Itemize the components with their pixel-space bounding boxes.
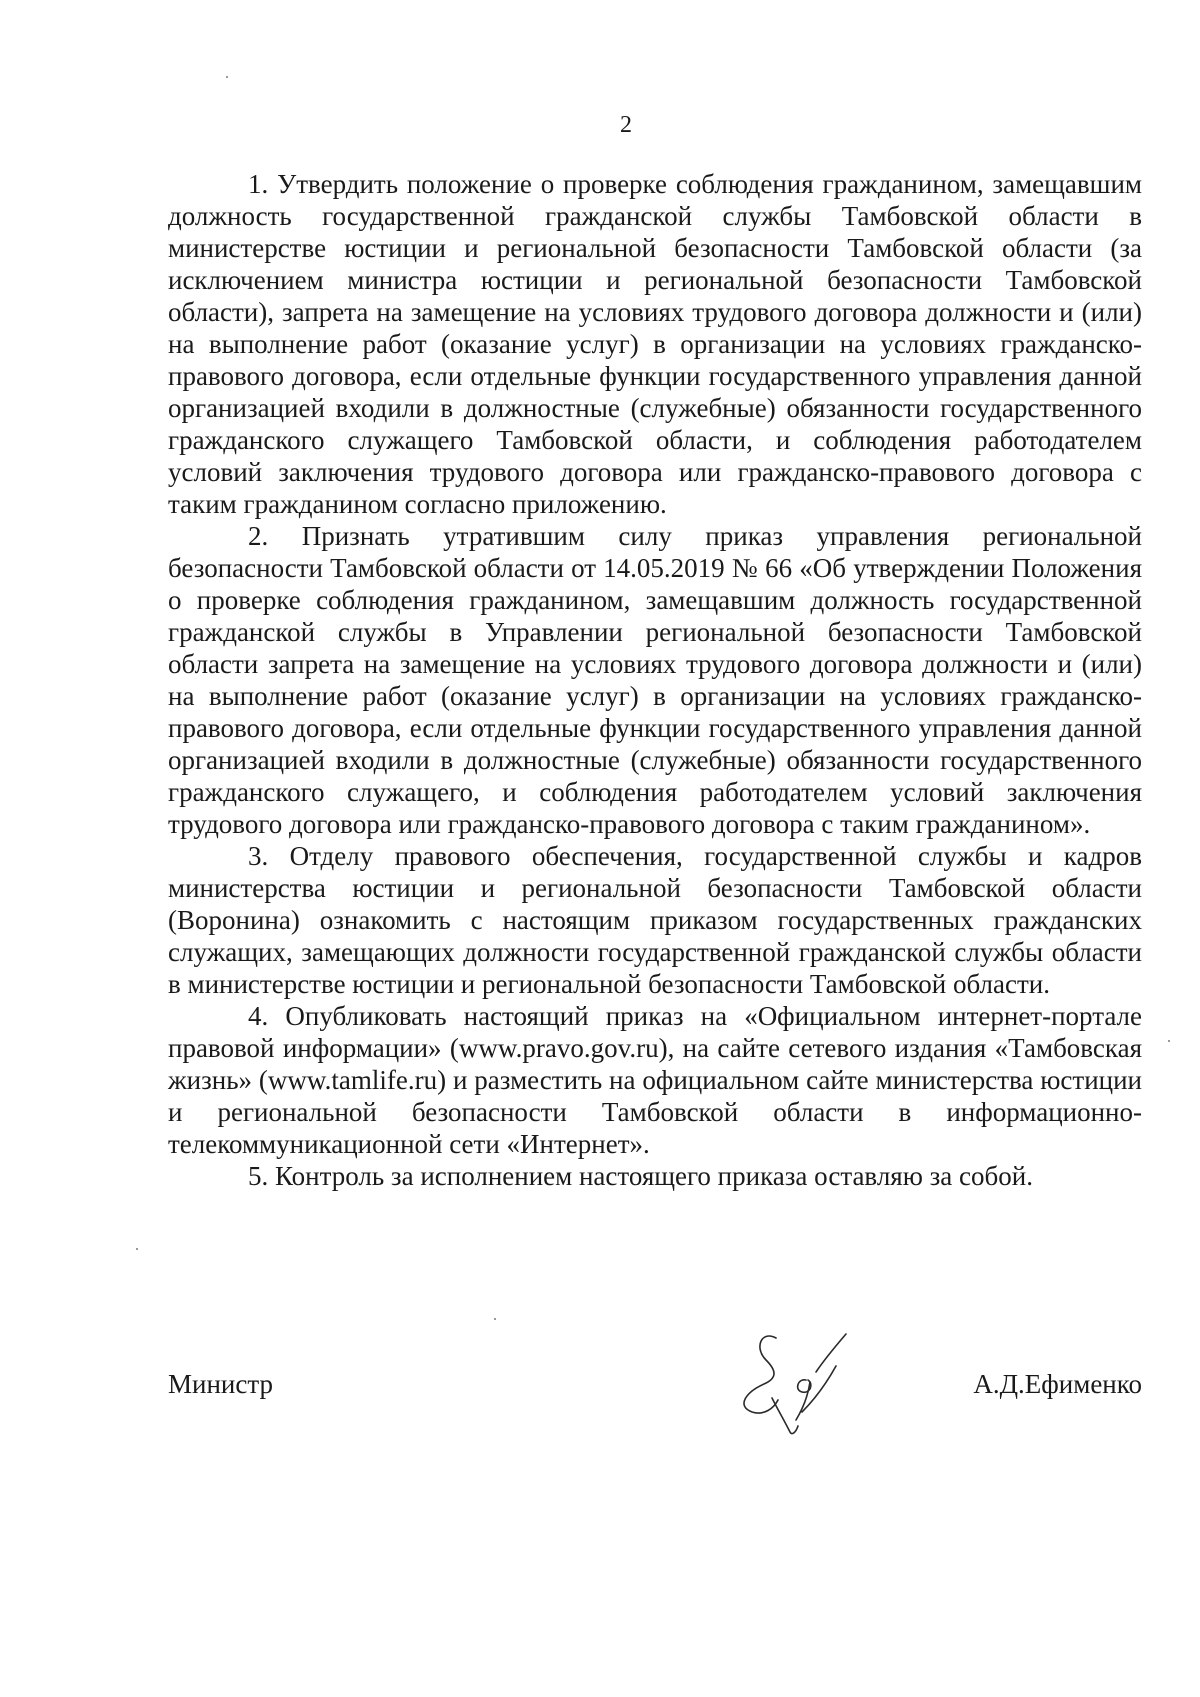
signature-block [168,1330,1142,1450]
paragraph-3: 3. Отделу правового обеспечения, государственной службы и кадров министерства юстиции и региональной безопасности Тамбовской области (Воронина) ознакомить с настоящим приказом государственных гражданских служащих, замещающих должности государственной гражданской службы области в министерстве юстиции и региональной безопасности Тамбовской области. [168,841,1142,999]
document-body [168,168,1142,1192]
scan-speck [136,1248,138,1250]
signatory-name: А.Д.Ефименко [973,1369,1142,1399]
scan-speck [494,1318,496,1320]
scan-speck [226,76,228,78]
signatory-position: Министр [168,1369,273,1399]
paragraph-4: 4. Опубликовать настоящий приказ на «Официальном интернет-портале правовой информации» (www.pravo.gov.ru), на сайте сетевого издания «Тамбовская жизнь» (www.tamlife.ru) и разместить на официальном сайте министерства юстиции и региональной безопасности Тамбовской области в информационно- телекоммуникационной сети «Интернет». [168,1001,1142,1159]
handwritten-signature [706,1320,876,1440]
page-number: 2 [620,112,632,138]
paragraph-5: 5. Контроль за исполнением настоящего приказа оставляю за собой. [248,1161,1033,1191]
paragraph-2: 2. Признать утратившим силу приказ управления региональной безопасности Тамбовской области от 14.05.2019 № 66 «Об утверждении Положения о проверке соблюдения гражданином, замещавшим должность государственной гражданской службы в Управлении региональной безопасности Тамбовской области запрета на замещение на условиях трудового договора должности и (или) на выполнение работ (оказание услуг) в организации на условиях гражданско-правового договора, если отдельные функции государственного управления данной организацией входили в должностные (служебные) обязанности государственного гражданского служащего, и соблюдения работодателем условий заключения трудового договора или гражданско-правового договора с таким гражданином». [168,521,1142,839]
paragraph-1: 1. Утвердить положение о проверке соблюдения гражданином, замещавшим должность государственной гражданской службы Тамбовской области в министерстве юстиции и региональной безопасности Тамбовской области (за исключением министра юстиции и региональной безопасности Тамбовской области), запрета на замещение на условиях трудового договора должности и (или) на выполнение работ (оказание услуг) в организации на условиях гражданско-правового договора, если отдельные функции государственного управления данной организацией входили в должностные (служебные) обязанности государственного гражданского служащего Тамбовской области, и соблюдения работодателем условий заключения трудового договора или гражданско-правового договора с таким гражданином согласно приложению. [168,169,1142,519]
scan-speck [1168,1040,1170,1042]
